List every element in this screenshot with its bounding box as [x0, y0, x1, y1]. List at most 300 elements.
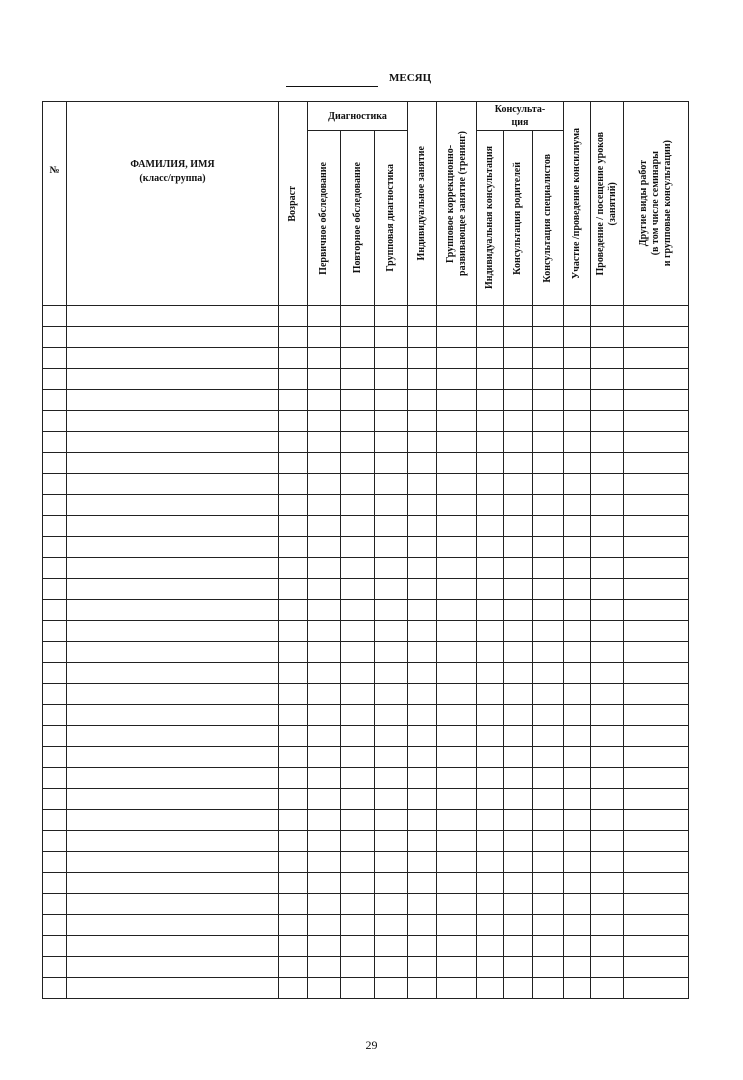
table-cell[interactable] — [477, 768, 504, 789]
table-cell[interactable] — [477, 642, 504, 663]
table-cell[interactable] — [624, 873, 689, 894]
table-cell[interactable] — [504, 936, 533, 957]
table-cell[interactable] — [624, 390, 689, 411]
table-cell[interactable] — [308, 831, 341, 852]
table-cell[interactable] — [375, 873, 408, 894]
table-cell[interactable] — [341, 558, 375, 579]
table-cell[interactable] — [341, 432, 375, 453]
table-cell[interactable] — [437, 831, 477, 852]
table-cell[interactable] — [624, 495, 689, 516]
table-cell[interactable] — [308, 411, 341, 432]
table-cell[interactable] — [67, 453, 279, 474]
table-cell[interactable] — [624, 516, 689, 537]
table-cell[interactable] — [67, 726, 279, 747]
table-cell[interactable] — [43, 747, 67, 768]
table-cell[interactable] — [504, 768, 533, 789]
table-cell[interactable] — [624, 852, 689, 873]
table-cell[interactable] — [504, 810, 533, 831]
table-cell[interactable] — [591, 432, 624, 453]
table-cell[interactable] — [477, 810, 504, 831]
table-cell[interactable] — [504, 453, 533, 474]
table-cell[interactable] — [591, 642, 624, 663]
table-cell[interactable] — [624, 348, 689, 369]
table-cell[interactable] — [624, 810, 689, 831]
table-cell[interactable] — [375, 327, 408, 348]
table-cell[interactable] — [308, 936, 341, 957]
table-cell[interactable] — [43, 600, 67, 621]
table-cell[interactable] — [591, 579, 624, 600]
table-cell[interactable] — [408, 495, 437, 516]
table-cell[interactable] — [341, 516, 375, 537]
table-cell[interactable] — [533, 726, 564, 747]
table-cell[interactable] — [477, 936, 504, 957]
table-cell[interactable] — [341, 663, 375, 684]
table-cell[interactable] — [308, 327, 341, 348]
table-cell[interactable] — [375, 684, 408, 705]
table-cell[interactable] — [533, 411, 564, 432]
table-cell[interactable] — [308, 306, 341, 327]
table-cell[interactable] — [477, 684, 504, 705]
table-cell[interactable] — [67, 957, 279, 978]
table-cell[interactable] — [564, 831, 591, 852]
table-cell[interactable] — [533, 663, 564, 684]
table-cell[interactable] — [437, 579, 477, 600]
table-cell[interactable] — [408, 957, 437, 978]
table-cell[interactable] — [591, 537, 624, 558]
table-cell[interactable] — [591, 390, 624, 411]
table-cell[interactable] — [341, 369, 375, 390]
table-cell[interactable] — [564, 390, 591, 411]
table-cell[interactable] — [564, 600, 591, 621]
table-cell[interactable] — [564, 558, 591, 579]
table-cell[interactable] — [341, 831, 375, 852]
table-cell[interactable] — [624, 915, 689, 936]
table-cell[interactable] — [564, 978, 591, 999]
table-cell[interactable] — [591, 810, 624, 831]
table-cell[interactable] — [437, 432, 477, 453]
table-cell[interactable] — [437, 390, 477, 411]
table-cell[interactable] — [477, 873, 504, 894]
table-cell[interactable] — [279, 957, 308, 978]
table-cell[interactable] — [437, 621, 477, 642]
table-cell[interactable] — [591, 663, 624, 684]
table-cell[interactable] — [437, 327, 477, 348]
table-cell[interactable] — [279, 768, 308, 789]
table-cell[interactable] — [504, 873, 533, 894]
table-cell[interactable] — [437, 747, 477, 768]
table-cell[interactable] — [504, 390, 533, 411]
table-cell[interactable] — [437, 915, 477, 936]
table-cell[interactable] — [591, 894, 624, 915]
table-cell[interactable] — [408, 453, 437, 474]
table-cell[interactable] — [308, 873, 341, 894]
table-cell[interactable] — [533, 348, 564, 369]
table-cell[interactable] — [533, 789, 564, 810]
table-cell[interactable] — [564, 663, 591, 684]
table-cell[interactable] — [67, 579, 279, 600]
table-cell[interactable] — [67, 663, 279, 684]
table-cell[interactable] — [341, 768, 375, 789]
table-cell[interactable] — [564, 537, 591, 558]
table-cell[interactable] — [477, 306, 504, 327]
table-cell[interactable] — [308, 558, 341, 579]
table-cell[interactable] — [504, 663, 533, 684]
table-cell[interactable] — [43, 306, 67, 327]
table-cell[interactable] — [477, 558, 504, 579]
table-cell[interactable] — [67, 348, 279, 369]
table-cell[interactable] — [308, 978, 341, 999]
table-cell[interactable] — [43, 516, 67, 537]
table-cell[interactable] — [308, 369, 341, 390]
table-cell[interactable] — [504, 537, 533, 558]
table-cell[interactable] — [67, 936, 279, 957]
table-cell[interactable] — [43, 621, 67, 642]
table-cell[interactable] — [408, 558, 437, 579]
table-cell[interactable] — [279, 642, 308, 663]
table-cell[interactable] — [477, 432, 504, 453]
table-cell[interactable] — [624, 306, 689, 327]
table-cell[interactable] — [279, 558, 308, 579]
table-cell[interactable] — [341, 621, 375, 642]
table-cell[interactable] — [533, 705, 564, 726]
table-cell[interactable] — [564, 453, 591, 474]
table-cell[interactable] — [408, 369, 437, 390]
table-cell[interactable] — [43, 936, 67, 957]
table-cell[interactable] — [375, 537, 408, 558]
table-cell[interactable] — [279, 306, 308, 327]
table-cell[interactable] — [477, 621, 504, 642]
table-cell[interactable] — [279, 936, 308, 957]
table-cell[interactable] — [375, 642, 408, 663]
table-cell[interactable] — [375, 453, 408, 474]
table-cell[interactable] — [43, 768, 67, 789]
table-cell[interactable] — [43, 684, 67, 705]
table-cell[interactable] — [437, 642, 477, 663]
table-cell[interactable] — [624, 705, 689, 726]
table-cell[interactable] — [564, 327, 591, 348]
table-cell[interactable] — [437, 663, 477, 684]
table-cell[interactable] — [564, 936, 591, 957]
table-cell[interactable] — [408, 516, 437, 537]
table-cell[interactable] — [591, 369, 624, 390]
table-cell[interactable] — [437, 537, 477, 558]
table-cell[interactable] — [477, 663, 504, 684]
table-cell[interactable] — [437, 978, 477, 999]
table-cell[interactable] — [624, 558, 689, 579]
table-cell[interactable] — [375, 390, 408, 411]
table-cell[interactable] — [533, 621, 564, 642]
table-cell[interactable] — [591, 852, 624, 873]
table-cell[interactable] — [408, 600, 437, 621]
table-cell[interactable] — [591, 705, 624, 726]
table-cell[interactable] — [591, 621, 624, 642]
table-cell[interactable] — [375, 936, 408, 957]
table-cell[interactable] — [67, 915, 279, 936]
table-cell[interactable] — [43, 411, 67, 432]
table-cell[interactable] — [591, 873, 624, 894]
table-cell[interactable] — [408, 306, 437, 327]
table-cell[interactable] — [279, 894, 308, 915]
table-cell[interactable] — [341, 873, 375, 894]
table-cell[interactable] — [408, 579, 437, 600]
table-cell[interactable] — [308, 495, 341, 516]
table-cell[interactable] — [533, 936, 564, 957]
table-cell[interactable] — [533, 852, 564, 873]
table-cell[interactable] — [591, 474, 624, 495]
table-cell[interactable] — [477, 600, 504, 621]
table-cell[interactable] — [43, 453, 67, 474]
table-cell[interactable] — [308, 726, 341, 747]
table-cell[interactable] — [624, 831, 689, 852]
table-cell[interactable] — [533, 915, 564, 936]
table-cell[interactable] — [591, 495, 624, 516]
table-cell[interactable] — [437, 936, 477, 957]
table-cell[interactable] — [43, 474, 67, 495]
table-cell[interactable] — [564, 432, 591, 453]
table-cell[interactable] — [408, 705, 437, 726]
table-cell[interactable] — [308, 642, 341, 663]
table-cell[interactable] — [67, 306, 279, 327]
table-cell[interactable] — [477, 957, 504, 978]
table-cell[interactable] — [564, 894, 591, 915]
table-cell[interactable] — [279, 390, 308, 411]
table-cell[interactable] — [624, 432, 689, 453]
table-cell[interactable] — [279, 327, 308, 348]
table-cell[interactable] — [408, 936, 437, 957]
table-cell[interactable] — [67, 411, 279, 432]
table-cell[interactable] — [375, 831, 408, 852]
table-cell[interactable] — [279, 684, 308, 705]
table-cell[interactable] — [408, 327, 437, 348]
table-cell[interactable] — [375, 306, 408, 327]
table-cell[interactable] — [67, 516, 279, 537]
table-cell[interactable] — [533, 327, 564, 348]
table-cell[interactable] — [375, 810, 408, 831]
table-cell[interactable] — [564, 789, 591, 810]
table-cell[interactable] — [408, 621, 437, 642]
table-cell[interactable] — [591, 516, 624, 537]
table-cell[interactable] — [564, 411, 591, 432]
table-cell[interactable] — [67, 852, 279, 873]
table-cell[interactable] — [533, 873, 564, 894]
table-cell[interactable] — [308, 705, 341, 726]
table-cell[interactable] — [591, 768, 624, 789]
table-cell[interactable] — [533, 516, 564, 537]
table-cell[interactable] — [279, 411, 308, 432]
table-cell[interactable] — [533, 432, 564, 453]
table-cell[interactable] — [437, 474, 477, 495]
table-cell[interactable] — [504, 684, 533, 705]
table-cell[interactable] — [408, 348, 437, 369]
table-cell[interactable] — [624, 621, 689, 642]
table-cell[interactable] — [341, 810, 375, 831]
table-cell[interactable] — [533, 684, 564, 705]
table-cell[interactable] — [43, 894, 67, 915]
table-cell[interactable] — [624, 747, 689, 768]
table-cell[interactable] — [564, 684, 591, 705]
table-cell[interactable] — [533, 537, 564, 558]
table-cell[interactable] — [564, 579, 591, 600]
table-cell[interactable] — [477, 579, 504, 600]
table-cell[interactable] — [408, 537, 437, 558]
table-cell[interactable] — [67, 684, 279, 705]
table-cell[interactable] — [279, 831, 308, 852]
table-cell[interactable] — [43, 705, 67, 726]
table-cell[interactable] — [408, 915, 437, 936]
table-cell[interactable] — [564, 621, 591, 642]
table-cell[interactable] — [591, 747, 624, 768]
table-cell[interactable] — [564, 873, 591, 894]
table-cell[interactable] — [308, 453, 341, 474]
table-cell[interactable] — [533, 495, 564, 516]
table-cell[interactable] — [477, 537, 504, 558]
table-cell[interactable] — [341, 789, 375, 810]
table-cell[interactable] — [308, 894, 341, 915]
table-cell[interactable] — [408, 768, 437, 789]
table-cell[interactable] — [375, 894, 408, 915]
table-cell[interactable] — [43, 726, 67, 747]
table-cell[interactable] — [67, 747, 279, 768]
month-blank-line[interactable] — [286, 72, 378, 87]
table-cell[interactable] — [43, 957, 67, 978]
table-cell[interactable] — [477, 852, 504, 873]
table-cell[interactable] — [341, 684, 375, 705]
table-cell[interactable] — [43, 642, 67, 663]
table-cell[interactable] — [437, 684, 477, 705]
table-cell[interactable] — [279, 495, 308, 516]
table-cell[interactable] — [43, 369, 67, 390]
table-cell[interactable] — [533, 390, 564, 411]
table-cell[interactable] — [279, 978, 308, 999]
table-cell[interactable] — [341, 894, 375, 915]
table-cell[interactable] — [437, 789, 477, 810]
table-cell[interactable] — [279, 537, 308, 558]
table-cell[interactable] — [564, 726, 591, 747]
table-cell[interactable] — [591, 831, 624, 852]
table-cell[interactable] — [341, 642, 375, 663]
table-cell[interactable] — [375, 621, 408, 642]
table-cell[interactable] — [504, 957, 533, 978]
table-cell[interactable] — [43, 873, 67, 894]
table-cell[interactable] — [375, 474, 408, 495]
table-cell[interactable] — [308, 537, 341, 558]
table-cell[interactable] — [477, 327, 504, 348]
table-cell[interactable] — [437, 894, 477, 915]
table-cell[interactable] — [375, 663, 408, 684]
table-cell[interactable] — [43, 810, 67, 831]
table-cell[interactable] — [437, 873, 477, 894]
table-cell[interactable] — [504, 411, 533, 432]
table-cell[interactable] — [504, 306, 533, 327]
table-cell[interactable] — [67, 642, 279, 663]
table-cell[interactable] — [375, 852, 408, 873]
table-cell[interactable] — [67, 600, 279, 621]
table-cell[interactable] — [279, 453, 308, 474]
table-cell[interactable] — [533, 579, 564, 600]
table-cell[interactable] — [279, 810, 308, 831]
table-cell[interactable] — [504, 579, 533, 600]
table-cell[interactable] — [308, 789, 341, 810]
table-cell[interactable] — [408, 789, 437, 810]
table-cell[interactable] — [591, 453, 624, 474]
table-cell[interactable] — [279, 915, 308, 936]
table-cell[interactable] — [533, 474, 564, 495]
table-cell[interactable] — [533, 600, 564, 621]
table-cell[interactable] — [279, 747, 308, 768]
table-cell[interactable] — [591, 684, 624, 705]
table-cell[interactable] — [477, 747, 504, 768]
table-cell[interactable] — [375, 768, 408, 789]
table-cell[interactable] — [279, 663, 308, 684]
table-cell[interactable] — [375, 516, 408, 537]
table-cell[interactable] — [308, 474, 341, 495]
table-cell[interactable] — [341, 306, 375, 327]
table-cell[interactable] — [504, 705, 533, 726]
table-cell[interactable] — [477, 894, 504, 915]
table-cell[interactable] — [341, 936, 375, 957]
table-cell[interactable] — [624, 663, 689, 684]
table-cell[interactable] — [504, 915, 533, 936]
table-cell[interactable] — [564, 348, 591, 369]
table-cell[interactable] — [279, 432, 308, 453]
table-cell[interactable] — [437, 558, 477, 579]
table-cell[interactable] — [624, 768, 689, 789]
table-cell[interactable] — [624, 936, 689, 957]
table-cell[interactable] — [308, 348, 341, 369]
table-cell[interactable] — [341, 453, 375, 474]
table-cell[interactable] — [504, 516, 533, 537]
table-cell[interactable] — [564, 810, 591, 831]
table-cell[interactable] — [504, 852, 533, 873]
table-cell[interactable] — [375, 789, 408, 810]
table-cell[interactable] — [408, 894, 437, 915]
table-cell[interactable] — [341, 411, 375, 432]
table-cell[interactable] — [437, 411, 477, 432]
table-cell[interactable] — [308, 579, 341, 600]
table-cell[interactable] — [477, 915, 504, 936]
table-cell[interactable] — [341, 705, 375, 726]
table-cell[interactable] — [67, 831, 279, 852]
table-cell[interactable] — [279, 873, 308, 894]
table-cell[interactable] — [341, 600, 375, 621]
table-cell[interactable] — [477, 411, 504, 432]
table-cell[interactable] — [341, 495, 375, 516]
table-cell[interactable] — [533, 957, 564, 978]
table-cell[interactable] — [591, 789, 624, 810]
table-cell[interactable] — [408, 747, 437, 768]
table-cell[interactable] — [375, 411, 408, 432]
table-cell[interactable] — [477, 453, 504, 474]
table-cell[interactable] — [477, 978, 504, 999]
table-cell[interactable] — [591, 978, 624, 999]
table-cell[interactable] — [437, 495, 477, 516]
table-cell[interactable] — [279, 369, 308, 390]
table-cell[interactable] — [375, 747, 408, 768]
table-cell[interactable] — [308, 747, 341, 768]
table-cell[interactable] — [408, 411, 437, 432]
table-cell[interactable] — [67, 537, 279, 558]
table-cell[interactable] — [308, 957, 341, 978]
table-cell[interactable] — [504, 474, 533, 495]
table-cell[interactable] — [477, 516, 504, 537]
table-cell[interactable] — [533, 810, 564, 831]
table-cell[interactable] — [408, 390, 437, 411]
table-cell[interactable] — [437, 348, 477, 369]
table-cell[interactable] — [624, 537, 689, 558]
table-cell[interactable] — [504, 369, 533, 390]
table-cell[interactable] — [67, 789, 279, 810]
table-cell[interactable] — [408, 852, 437, 873]
